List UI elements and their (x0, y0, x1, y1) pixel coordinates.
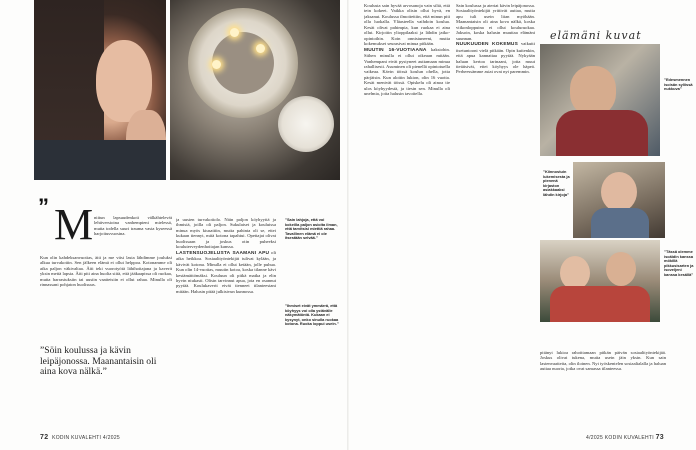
photo-light (212, 60, 221, 69)
photo-person (570, 66, 616, 116)
body-paragraph: oli aika heikkoa. Sosiaalityöntekijät tulivat kylään, ja kävivät kotona. Minulla ei ollut ketään, jolle puhua. Kun olin 14-vuotias, muutin kotoa, koska tilanne kävi kestämättömäksi. Kouluun oli pitkä matka ja elin hyvin niukasti. Olisin tarvinnut apua, jota en osannut pyytää. Koulukaverit eivät tienneet tilanteestani mitään. Halusin pitää julkisivun kunnossa. (176, 249, 276, 294)
photo-clothing (550, 286, 650, 322)
right-column-2 (456, 3, 535, 435)
photo-cup (278, 96, 334, 152)
subheading: NUUKUUDEN KOKEMUS (456, 42, 518, 48)
page-number: 73 (655, 434, 664, 441)
table-setting-photo (170, 0, 340, 180)
intro-lead: niitun lapsuudenkoti välkähtelevät lehtiversioina vanhempieni mielessä, mutta todella suuri trauma vasta kyseessä harjoitusvuosina. (94, 215, 172, 237)
left-column-1 (40, 255, 172, 345)
woman-portrait-photo (34, 0, 166, 180)
sidebar-note: ”Ihmiset eivät ymmärrä, että köyhyys voi olla ystävälle näkymätöntä. Kukaan ei kysynyt, onko sinulla ruokaa kotona. Ruoka loppui usein.” (285, 303, 339, 326)
right-column-1 (364, 3, 450, 435)
family-photo-2 (573, 162, 665, 238)
body-paragraph: ja uusien turvakotiolo. Näin paljon köyhyyttä ja ihmisiä, joilla oli paljon. Sukulaiset ja kouluissa minua myös kiusattiin, mutta pahinta oli se, ettei kukaan tiennyt, mitä kotona tapahtui. Opettajat olivat huolissaan ja joskus otin puheeksi kouluterveydenhoitajan kanssa. (176, 217, 276, 250)
photo-clothing (591, 208, 649, 238)
subheading: MUUTIN 16-VUOTIAANA (364, 47, 427, 53)
handwritten-heading: elämäni kuvat (550, 29, 642, 42)
photo-caption: ”Kiinnostuin lukemisesta ja pienenä kirjaston asiakkaaksi lähdin kirjoja” (543, 169, 570, 197)
footer-label: KODIN KUVALEHTI 4/2025 (52, 435, 121, 441)
body-paragraph: Sain koulussa ja ateriat kävin leipäjonossa. Sosiaalityöntekijät yrittivät auttaa, mutta apu tuli usein liian myöhään. Maanantaisin oli aina kova nälkä, koska viikonloppuina ei ollut kouluruokaa. Jaksoin, koska halusin muuttaa elämäni suunnan. (456, 3, 535, 41)
photo-caption: ”Tässä olemme isoäidin kanssa mökillä pikkusisarten ja isoveljeni kanssa kesällä” (664, 249, 694, 277)
page-footer-right (586, 434, 666, 441)
body-paragraph: pitänyt lukioa rahoittamaan pitkän päivän sosiaalityöntekijää. Joskus olivat tukena, mutta usein jäin yksin. Kun sain lastenvaatteita, olin iloinen. Nyt työskentelen sosiaalialalla ja haluan auttaa nuoria, jotka ovat samassa tilanteessa. (540, 350, 666, 372)
page-gutter (347, 0, 349, 450)
family-photo-3 (540, 240, 660, 322)
photo-light (230, 28, 239, 37)
page-footer-left (40, 434, 120, 441)
photo-shirt (34, 140, 166, 180)
left-column-2 (176, 217, 276, 429)
body-paragraph: kaksiohin. Siihen minulla ei ollut oikeaan mitään. Vanhempani eivät pystyneet auttamaan minua rahallisesti. Asuminen oli pienellä opintotuella vaikeaa. Kävin töissä koulun ohella, jotta pärjäisin. Kun aloitin lukion, olin 16 vuotta. Kesät menivät töissä. Opiskelu oli ainoa tie ulos köyhyydestä, ja tiesin sen. Minulla oli unelmia, joita halusin tavoitella. (364, 46, 450, 97)
photo-child (601, 172, 637, 212)
photo-caption: ”Edesmennen isoisän syliissä nukkuva” (664, 77, 693, 91)
page-number: 72 (40, 434, 49, 441)
body-paragraph: Koulusta sain hyvää arvosanoja vain siltä, että tein kokeet. Vaikka olisin ollut hyvä, en jaksanut. Koulussa ilmoitettiin, että minun piti olla luokalla. Yläasteella vaihdoin koulua. Kesät olivat pahimpia, kun ruokaa ei aina ollut. Kirjoitin ylioppilaaksi ja lähdin jatko-opintoihin. Koin onnistuneeni, mutta kokemukset seurasivat minua pitkään. (364, 3, 450, 47)
photo-person (606, 252, 636, 286)
body-paragraph: vaikutti itsetuntooni vielä pitkään. Opin kuitenkin, että apua kannattaa pyytää. Nykyään haluan kertoa tarinaani, jotta muut tietäisivät, ettei köyhyys ole häpeä. Perheessämme asiat ovat nyt paremmin. (456, 41, 535, 75)
footer-label: 4/2025 KODIN KUVALEHTI (585, 435, 654, 441)
right-column-3 (540, 350, 666, 432)
quote-mark: ” (38, 194, 49, 219)
drop-cap: M (54, 200, 94, 249)
photo-clothing (556, 110, 648, 156)
body-paragraph: Kun olin kahdeksanvuotias, äiti ja me viisi lasta lähdimme jouluksi alkua turvakotiin. Sen jälkeen elämä ei ollut helppoa. Kotonamme oli aika paljon väkivaltaa. Äiti teki vuorotyötä lähihoitajana ja kaverit yksin mettä lapsia. Äiti piti aina huolta siitä, että jääkaapissa oli ruokaa, mutta harrastuksiin tai uusiin vaatteisiin ei ollut rahaa. Minulla oli rinnassani pohjaton huolisuus. (40, 255, 172, 288)
sidebar-note: ”Sain lahjoja, että voi kokeilla paljon asioita ilman, että tarvitsisi miettiä rahaa. Tavallinen elämä ei ole itsestään selvää.” (285, 217, 338, 240)
photo-plate (188, 8, 298, 118)
photo-light (256, 44, 265, 53)
photo-person (560, 256, 590, 290)
family-photo-1 (540, 44, 660, 156)
subheading: LASTENSUOJELUSTA SAAMANI APU (176, 250, 270, 256)
pull-quote: ”Söin koulussa ja kävin leipäjonossa. Maanantaisin oli aina kova nälkä.” (40, 345, 157, 377)
